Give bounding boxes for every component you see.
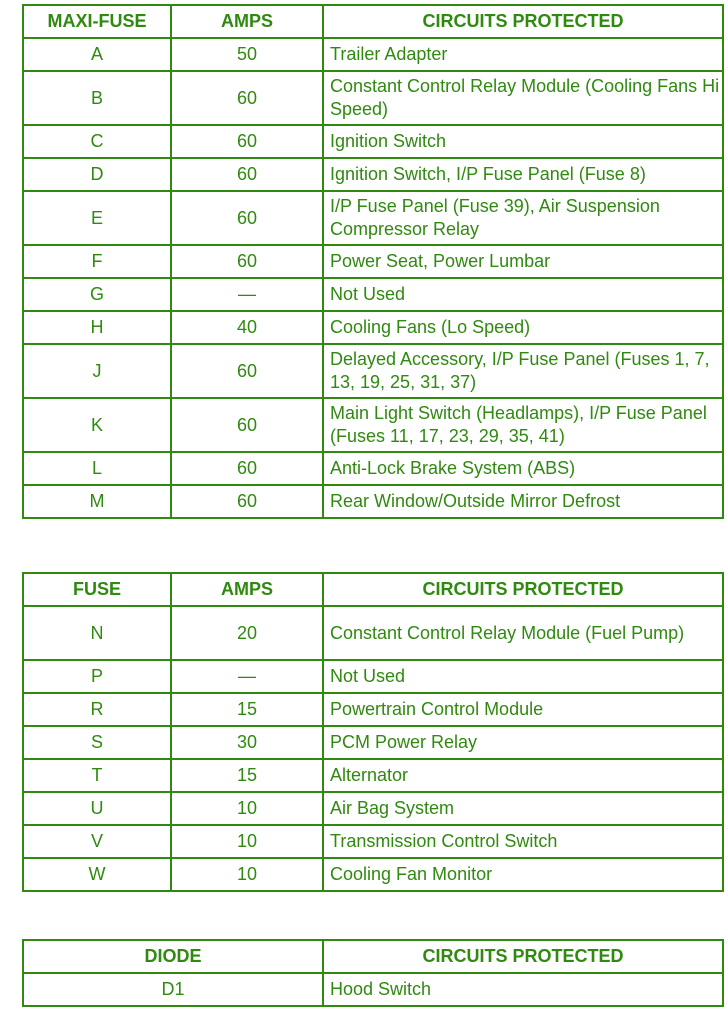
fuse-table xyxy=(22,572,724,892)
fuse-amps: 10 xyxy=(171,858,323,891)
header-row xyxy=(23,5,723,38)
fuse-amps: 60 xyxy=(171,191,323,245)
fuse-amps: 60 xyxy=(171,125,323,158)
table-row xyxy=(23,858,723,891)
table-row xyxy=(23,71,723,125)
circuits-protected: Alternator xyxy=(323,759,723,792)
fuse-amps: 10 xyxy=(171,792,323,825)
fuse-id: F xyxy=(23,245,171,278)
circuits-protected: Cooling Fans (Lo Speed) xyxy=(323,311,723,344)
fuse-id: T xyxy=(23,759,171,792)
circuits-protected: PCM Power Relay xyxy=(323,726,723,759)
header-row xyxy=(23,940,723,973)
fuse-amps: 15 xyxy=(171,693,323,726)
fuse-id: G xyxy=(23,278,171,311)
circuits-protected: Not Used xyxy=(323,278,723,311)
fuse-id: C xyxy=(23,125,171,158)
table-row xyxy=(23,158,723,191)
table-row xyxy=(23,973,723,1006)
fuse-id: P xyxy=(23,660,171,693)
fuse-id: E xyxy=(23,191,171,245)
circuits-protected: Air Bag System xyxy=(323,792,723,825)
fuse-amps: 15 xyxy=(171,759,323,792)
fuse-amps: 40 xyxy=(171,311,323,344)
circuits-protected: Trailer Adapter xyxy=(323,38,723,71)
circuits-protected: Cooling Fan Monitor xyxy=(323,858,723,891)
fuse-id: R xyxy=(23,693,171,726)
table-row xyxy=(23,344,723,398)
fuse-id: J xyxy=(23,344,171,398)
maxi-fuse-header: MAXI-FUSE xyxy=(23,5,171,38)
fuse-id: U xyxy=(23,792,171,825)
fuse-amps: 30 xyxy=(171,726,323,759)
circuits-protected: Ignition Switch xyxy=(323,125,723,158)
fuse-id: M xyxy=(23,485,171,518)
fuse-id: V xyxy=(23,825,171,858)
fuse-amps: 60 xyxy=(171,344,323,398)
maxi-fuse-table xyxy=(22,4,724,519)
circuits-protected: Constant Control Relay Module (Cooling Fans Hi Speed) xyxy=(323,71,723,125)
circuits-protected-header: CIRCUITS PROTECTED xyxy=(323,5,723,38)
table-row xyxy=(23,485,723,518)
fuse-amps: 60 xyxy=(171,158,323,191)
fuse-id: S xyxy=(23,726,171,759)
circuits-protected-header: CIRCUITS PROTECTED xyxy=(323,940,723,973)
fuse-id: W xyxy=(23,858,171,891)
table-row xyxy=(23,606,723,660)
circuits-protected: Power Seat, Power Lumbar xyxy=(323,245,723,278)
fuse-id: H xyxy=(23,311,171,344)
fuse-amps: 60 xyxy=(171,398,323,452)
table-row xyxy=(23,278,723,311)
table-row xyxy=(23,245,723,278)
fuse-amps: — xyxy=(171,660,323,693)
table-row xyxy=(23,311,723,344)
circuits-protected: Main Light Switch (Headlamps), I/P Fuse Panel (Fuses 11, 17, 23, 29, 35, 41) xyxy=(323,398,723,452)
circuits-protected: Anti-Lock Brake System (ABS) xyxy=(323,452,723,485)
table-row xyxy=(23,792,723,825)
fuse-id: B xyxy=(23,71,171,125)
amps-header: AMPS xyxy=(171,5,323,38)
fuse-id: L xyxy=(23,452,171,485)
fuse-amps: 60 xyxy=(171,245,323,278)
fuse-amps: 50 xyxy=(171,38,323,71)
circuits-protected: Powertrain Control Module xyxy=(323,693,723,726)
table-row xyxy=(23,125,723,158)
circuits-protected-header: CIRCUITS PROTECTED xyxy=(323,573,723,606)
fuse-id: D xyxy=(23,158,171,191)
diode-id: D1 xyxy=(23,973,323,1006)
diode-table xyxy=(22,939,724,1007)
table-row xyxy=(23,191,723,245)
table-row xyxy=(23,398,723,452)
circuits-protected: Constant Control Relay Module (Fuel Pump) xyxy=(323,606,723,660)
table-row xyxy=(23,452,723,485)
fuse-amps: 20 xyxy=(171,606,323,660)
amps-header: AMPS xyxy=(171,573,323,606)
fuse-id: N xyxy=(23,606,171,660)
table-row xyxy=(23,825,723,858)
fuse-id: K xyxy=(23,398,171,452)
fuse-amps: 60 xyxy=(171,485,323,518)
circuits-protected: Ignition Switch, I/P Fuse Panel (Fuse 8) xyxy=(323,158,723,191)
circuits-protected: Rear Window/Outside Mirror Defrost xyxy=(323,485,723,518)
table-row xyxy=(23,38,723,71)
fuse-amps: 60 xyxy=(171,452,323,485)
fuse-id: A xyxy=(23,38,171,71)
table-row xyxy=(23,759,723,792)
table-row xyxy=(23,693,723,726)
circuits-protected: Delayed Accessory, I/P Fuse Panel (Fuses 1, 7, 13, 19, 25, 31, 37) xyxy=(323,344,723,398)
diode-header: DIODE xyxy=(23,940,323,973)
fuse-amps: 10 xyxy=(171,825,323,858)
circuits-protected: Not Used xyxy=(323,660,723,693)
circuits-protected: Transmission Control Switch xyxy=(323,825,723,858)
header-row xyxy=(23,573,723,606)
circuits-protected: I/P Fuse Panel (Fuse 39), Air Suspension Compressor Relay xyxy=(323,191,723,245)
fuse-header: FUSE xyxy=(23,573,171,606)
circuits-protected: Hood Switch xyxy=(323,973,723,1006)
fuse-amps: 60 xyxy=(171,71,323,125)
table-row xyxy=(23,660,723,693)
table-row xyxy=(23,726,723,759)
fuse-amps: — xyxy=(171,278,323,311)
